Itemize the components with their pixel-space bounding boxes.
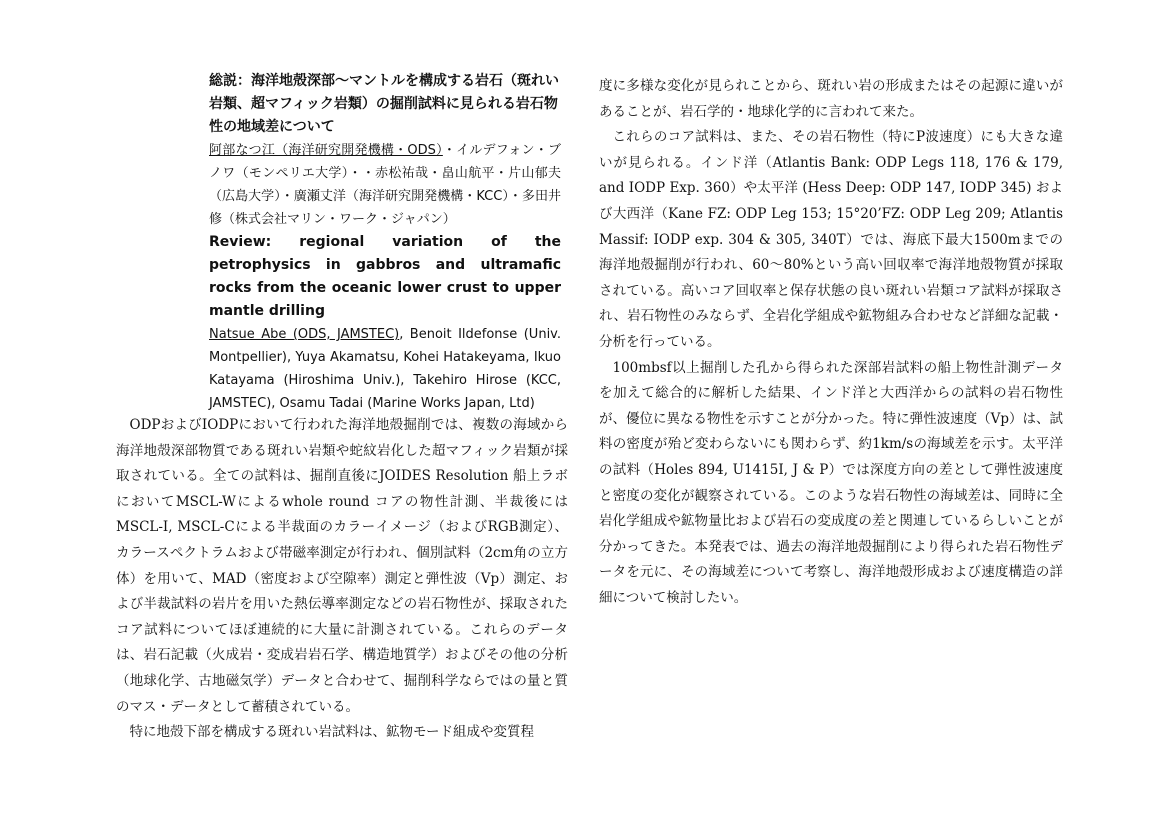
coauthors-english: , Benoit Ildefonse (Univ. Montpellier), Yuya Akamatsu, Kohei Hatakeyama, Ikuo Katayama (Hiroshima Univ.), Takehiro Hirose (KCC, JAMSTEC), Osamu Tadai (Marine Works Japan, Ltd) xyxy=(209,327,561,411)
first-author-japanese: 阿部なつ江（海洋研究開発機構・ODS） xyxy=(209,143,443,158)
authors-japanese xyxy=(209,139,561,231)
title-japanese: 総説：海洋地殻深部〜マントルを構成する岩石（斑れい岩類、超マフィック岩類）の掘削試料に見られる岩石物性の地域差について xyxy=(209,73,559,135)
paragraph-3: これらのコア試料は、また、その岩石物性（特にP波速度）にも大きな違いが見られる。インド洋（Atlantis Bank: ODP Legs 118, 176 & 179, and IODP Exp. 360）や太平洋 (Hess Deep: ODP 147, IODP 345) および大西洋（Kane FZ: ODP Leg 153; 15°20’FZ: ODP Leg 209; Atlantis Massif: IODP exp. 304 & 305, 340T）では、海底下最大1500mまでの海洋地殻掘削が行われ、60〜80%という高い回収率で海洋地殻物質が採取されている。高いコア回収率と保存状態の良い斑れい岩類コア試料が採取され、岩石物性のみならず、全岩化学組成や鉱物組み合わせなど詳細な記載・分析を行っている。 xyxy=(599,129,1063,350)
abstract-header xyxy=(209,70,561,415)
body-right-column xyxy=(599,74,1063,611)
first-author-english: Natsue Abe (ODS, JAMSTEC) xyxy=(209,327,400,342)
paragraph-2-start: 特に地殻下部を構成する斑れい岩試料は、鉱物モード組成や変質程 xyxy=(129,724,534,741)
paragraph-4: 100mbsf以上掘削した孔から得られた深部岩試料の船上物性計測データを加えて総合的に解析した結果、インド洋と大西洋からの試料の岩石物性が、優位に異なる物性を示すことが分かった。特に弾性波速度（Vp）は、試料の密度が殆ど変わらないにも関わらず、約1km/sの海域差を示す。太平洋の試料（Holes 894, U1415I, J & P）では深度方向の差として弾性波速度と密度の変化が観察されている。このような岩石物性の海域差は、同時に全岩化学組成や鉱物量比および岩石の変成度の差と関連しているらしいことが分かってきた。本発表では、過去の海洋地殻掘削により得られた岩石物性データを元に、その海域差について考察し、海洋地殻形成および速度構造の詳細について検討したい。 xyxy=(599,359,1063,606)
paragraph-2-continued: 度に多様な変化が見られことから、斑れい岩の形成またはその起源に違いがあることが、岩石学的・地球化学的に言われて来た。 xyxy=(599,78,1063,120)
coauthors-japanese: ・イルデフォン・ブノワ（モンペリエ大学）・・赤松祐哉・畠山航平・片山郁夫（広島大学）・廣瀬丈洋（海洋研究開発機構・KCC）・多田井修（株式会社マリン・ワーク・ジャパン） xyxy=(209,143,561,227)
authors-english xyxy=(209,323,561,415)
body-left-column xyxy=(116,413,568,746)
paragraph-1: ODPおよびIODPにおいて行われた海洋地殻掘削では、複数の海域から海洋地殻深部物質である斑れい岩類や蛇紋岩化した超マフィック岩類が採取されている。全ての試料は、掘削直後にJOIDES Resolution 船上ラボにおいてMSCL-Wによるwhole round コアの物性計測、半裁後にはMSCL-I, MSCL-Cによる半裁面のカラーイメージ（およびRGB測定）、カラースペクトラムおよび帯磁率測定が行われ、個別試料（2cm角の立方体）を用いて、MAD（密度および空隙率）測定と弾性波（Vp）測定、および半裁試料の岩片を用いた熱伝導率測定などの岩石物性が、採取されたコア試料についてほぼ連続的に大量に計測されている。これらのデータは、岩石記載（火成岩・変成岩岩石学、構造地質学）およびその他の分析（地球化学、古地磁気学）データと合わせて、掘削科学ならではの量と質のマス・データとして蓄積されている。 xyxy=(116,417,568,715)
title-english: Review: regional variation of the petrophysics in gabbros and ultramafic rocks from the oceanic lower crust to upper mantle drilling xyxy=(209,234,561,319)
